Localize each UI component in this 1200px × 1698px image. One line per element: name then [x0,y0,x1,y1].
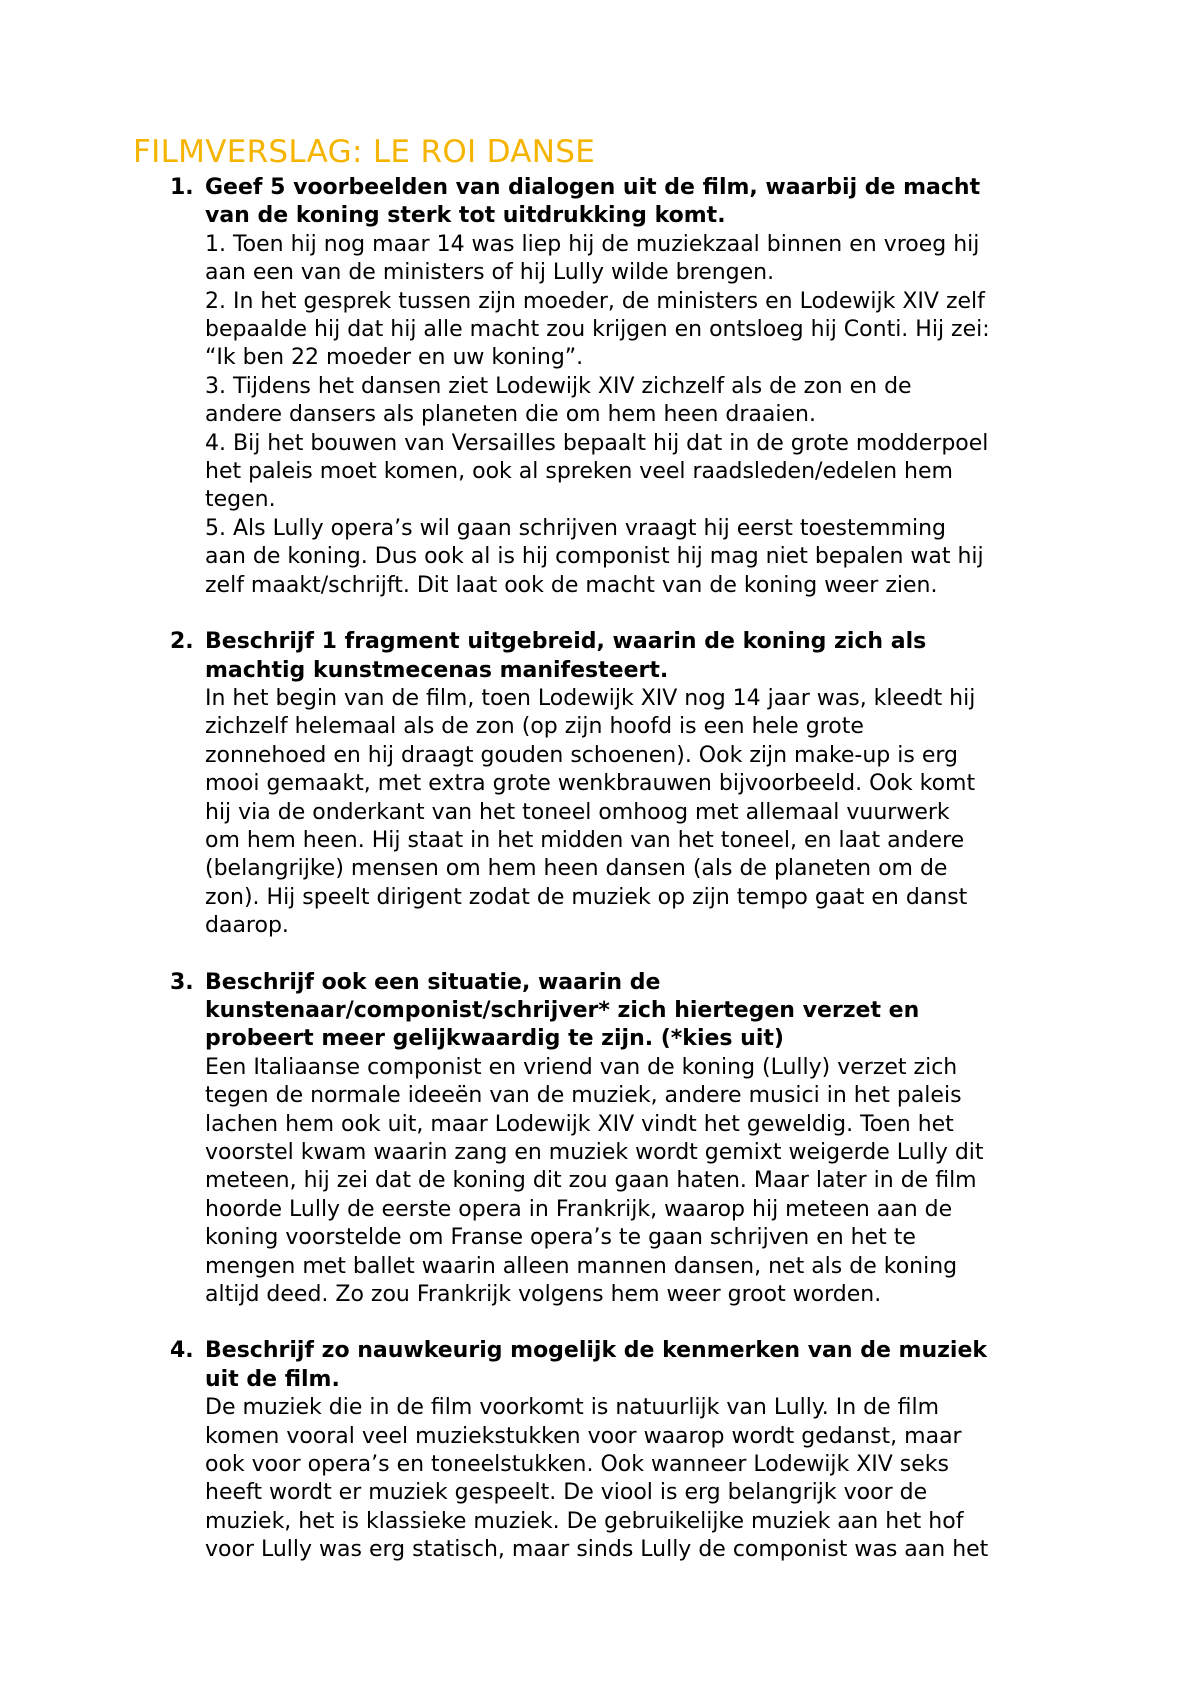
answer-line: koning voorstelde om Franse opera’s te gaan schrijven en het te [205,1225,916,1251]
question-number: 2. [170,629,194,655]
question-title-line: probeert meer gelijkwaardig te zijn. (*kies uit) [205,1026,784,1052]
answer-line: hij via de onderkant van het toneel omhoog met allemaal vuurwerk [205,799,950,825]
answer-line: meteen, hij zei dat de koning dit zou gaan haten. Maar later in de film [205,1168,977,1194]
answer-line: (belangrijke) mensen om hem heen dansen (als de planeten om de [205,856,948,882]
question-number: 1. [170,175,194,200]
question-number: 3. [170,969,194,995]
answer-line: mooi gemaakt, met extra grote wenkbrauwen bijvoorbeeld. Ook komt [205,771,976,797]
answer-line: om hem heen. Hij staat in het midden van het toneel, en laat andere [205,827,965,853]
question-item [0,969,1085,1310]
answer-line: mengen met ballet waarin alleen mannen dansen, net als de koning [205,1253,958,1279]
answer-line: andere dansers als planeten die om hem heen draaien. [205,402,816,428]
answer-line: voorstel kwam waarin zang en muziek wordt gemixt weigerde Lully dit [205,1140,984,1165]
answer-line: 1. Toen hij nog maar 14 was liep hij de muziekzaal binnen en vroeg hij [205,231,980,257]
answer-line: aan de koning. Dus ook al is hij componist hij mag niet bepalen wat hij [205,544,984,570]
question-title-line: kunstenaar/componist/schrijver* zich hiertegen verzet en [205,997,920,1023]
question-item [0,174,1085,600]
answer-line: daarop. [205,913,289,939]
question-title-line: Beschrijf ook een situatie, waarin de [205,969,661,995]
answer-line: zon). Hij speelt dirigent zodat de muziek op zijn tempo gaat en danst [205,884,968,910]
answer-line: muziek, het is klassieke muziek. De gebruikelijke muziek aan het hof [205,1508,964,1534]
answer-line: 4. Bij het bouwen van Versailles bepaalt hij dat in de grote modderpoel [205,430,989,456]
answer-line: heeft wordt er muziek gespeelt. De viool is erg belangrijk voor de [205,1480,928,1506]
answer-line: zichzelf helemaal als de zon (op zijn hoofd is een hele grote [205,714,864,740]
answer-line: “Ik ben 22 moeder en uw koning”. [205,345,584,371]
answer-line: 5. Als Lully opera’s wil gaan schrijven vraagt hij eerst toestemming [205,515,947,541]
answer-line: In het begin van de film, toen Lodewijk XIV nog 14 jaar was, kleedt hij [205,685,976,711]
question-number: 4. [170,1338,194,1364]
answer-line: ook voor opera’s en toneelstukken. Ook wanneer Lodewijk XIV seks [205,1452,950,1478]
question-title-line: uit de film. [205,1366,340,1392]
answer-line: lachen hem ook uit, maar Lodewijk XIV vindt het geweldig. Toen het [205,1111,954,1137]
answer-line: voor Lully was erg statisch, maar sinds Lully de componist was aan het [205,1537,989,1563]
question-item [0,628,1085,940]
answer-line: altijd deed. Zo zou Frankrijk volgens hem weer groot worden. [205,1282,882,1308]
document-title: FILMVERSLAG: LE ROI DANSE [133,134,596,170]
answer-line: tegen de normale ideeën van de muziek, andere musici in het paleis [205,1083,962,1109]
question-title-line: Beschrijf 1 fragment uitgebreid, waarin de koning zich als [205,629,927,655]
answer-line: 3. Tijdens het dansen ziet Lodewijk XIV zichzelf als de zon en de [205,373,912,399]
answer-line: De muziek die in de film voorkomt is natuurlijk van Lully. In de film [205,1395,940,1421]
answer-line: zelf maakt/schrijft. Dit laat ook de macht van de koning weer zien. [205,572,938,598]
question-title-line: Geef 5 voorbeelden van dialogen uit de film, waarbij de macht [205,175,981,200]
question-list [0,174,1200,1593]
question-title-line: Beschrijf zo nauwkeurig mogelijk de kenmerken van de muziek [205,1338,988,1364]
answer-line: hoorde Lully de eerste opera in Frankrijk, waarop hij meteen aan de [205,1196,953,1222]
question-title-line: van de koning sterk tot uitdrukking komt. [205,203,726,229]
question-item [0,1337,1085,1564]
answer-line: het paleis moet komen, ook al spreken veel raadsleden/edelen hem [205,459,953,485]
answer-line: aan een van de ministers of hij Lully wilde brengen. [205,260,775,286]
answer-line: zonnehoed en hij draagt gouden schoenen). Ook zijn make-up is erg [205,742,958,768]
answer-line: tegen. [205,487,276,513]
answer-line: bepaalde hij dat hij alle macht zou krijgen en ontsloeg hij Conti. Hij zei: [205,317,990,343]
answer-line: komen vooral veel muziekstukken voor waarop wordt gedanst, maar [205,1423,962,1449]
answer-line: Een Italiaanse componist en vriend van de koning (Lully) verzet zich [205,1054,958,1080]
answer-line: 2. In het gesprek tussen zijn moeder, de ministers en Lodewijk XIV zelf [205,288,985,314]
question-title-line: machtig kunstmecenas manifesteert. [205,657,669,683]
